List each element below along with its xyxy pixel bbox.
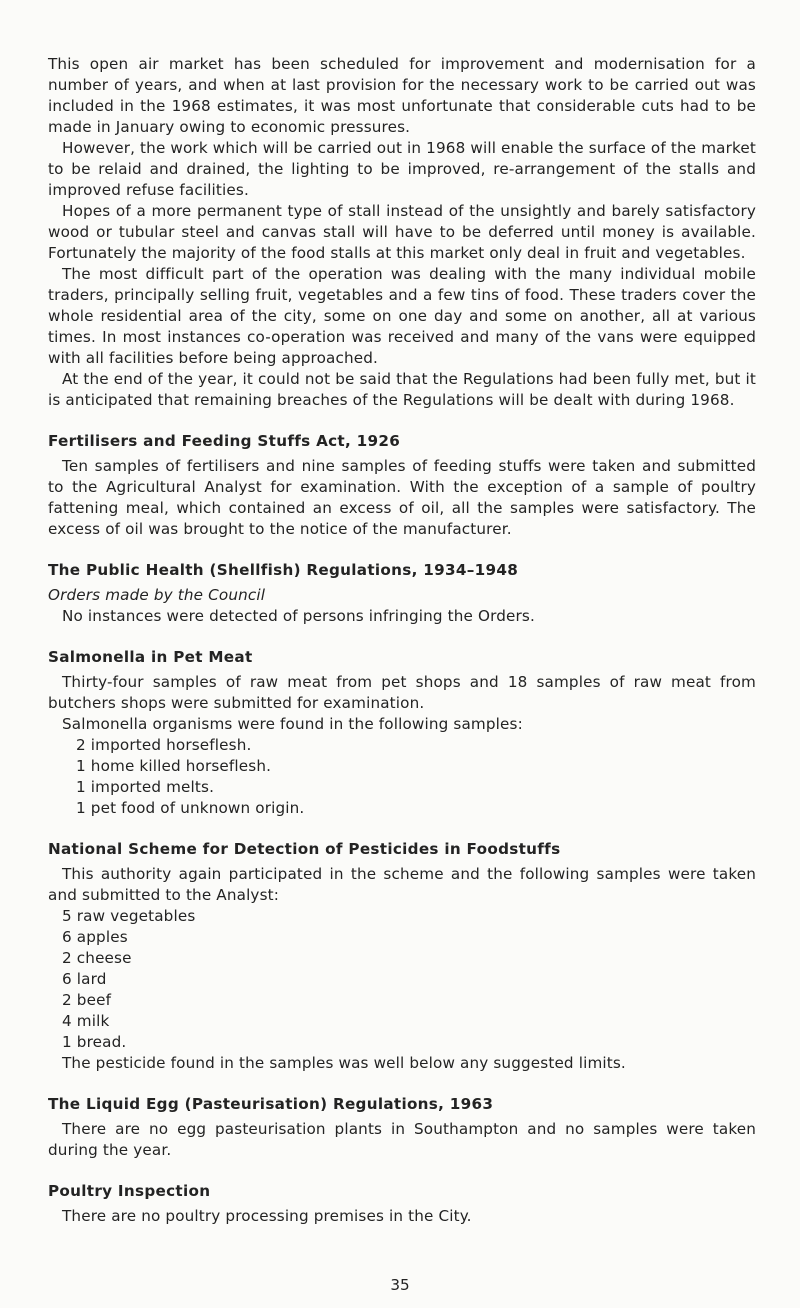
pesticides-heading: National Scheme for Detection of Pesticides in Foodstuffs (48, 840, 561, 858)
salmonella-list-item: 1 imported melts. (76, 778, 215, 796)
market-paragraph-5: At the end of the year, it could not be said that the Regulations had been fully met, but it is anticipated that remaining breaches of the Regulations will be dealt with during 1968. (48, 370, 756, 409)
salmonella-section (48, 647, 756, 819)
liquid-egg-section (48, 1094, 756, 1161)
pesticides-list-item: 2 cheese (62, 949, 132, 967)
shellfish-section (48, 560, 756, 627)
pesticides-list-item: 4 milk (62, 1012, 110, 1030)
salmonella-heading: Salmonella in Pet Meat (48, 648, 253, 666)
liquid-egg-paragraph: There are no egg pasteurisation plants in Southampton and no samples were taken during the year. (48, 1120, 756, 1159)
document-page (48, 54, 756, 1227)
salmonella-list-item: 1 pet food of unknown origin. (76, 799, 305, 817)
market-section (48, 54, 756, 411)
pesticides-paragraph-2: The pesticide found in the samples was well below any suggested limits. (62, 1054, 626, 1072)
salmonella-list-item: 2 imported horseflesh. (76, 736, 252, 754)
salmonella-paragraph-1: Thirty-four samples of raw meat from pet shops and 18 samples of raw meat from butchers shops were submitted for examination. (48, 673, 756, 712)
market-paragraph-3: Hopes of a more permanent type of stall instead of the unsightly and barely satisfactory wood or tubular steel and canvas stall will have to be deferred until money is available. Fortunately the majority of the food stalls at this market only deal in fruit and vegetables. (48, 202, 756, 262)
liquid-egg-heading: The Liquid Egg (Pasteurisation) Regulations, 1963 (48, 1095, 494, 1113)
pesticides-list-item: 2 beef (62, 991, 112, 1009)
pesticides-list-item: 5 raw vegetables (62, 907, 196, 925)
market-paragraph-2: However, the work which will be carried out in 1968 will enable the surface of the market to be relaid and drained, the lighting to be improved, re-arrangement of the stalls and improved refuse facilities. (48, 139, 756, 199)
pesticides-list-item: 6 lard (62, 970, 107, 988)
salmonella-list-item: 1 home killed horseflesh. (76, 757, 272, 775)
fertilisers-paragraph: Ten samples of fertilisers and nine samples of feeding stuffs were taken and submitted to the Agricultural Analyst for examination. With the exception of a sample of poultry fattening meal, which contained an excess of oil, all the samples were satisfactory. The excess of oil was brought to the notice of the manufacturer. (48, 457, 756, 538)
poultry-heading: Poultry Inspection (48, 1182, 211, 1200)
poultry-section (48, 1181, 756, 1227)
pesticides-paragraph-1: This authority again participated in the scheme and the following samples were taken and submitted to the Analyst: (48, 865, 756, 904)
pesticides-list-item: 6 apples (62, 928, 128, 946)
market-paragraph-4: The most difficult part of the operation was dealing with the many individual mobile traders, principally selling fruit, vegetables and a few tins of food. These traders cover the whole residential area of the city, some on one day and some on another, all at various times. In most instances co-operation was received and many of the vans were equipped with all facilities before being approached. (48, 265, 756, 367)
poultry-paragraph: There are no poultry processing premises in the City. (62, 1207, 472, 1225)
pesticides-list-item: 1 bread. (62, 1033, 127, 1051)
shellfish-heading: The Public Health (Shellfish) Regulations, 1934–1948 (48, 561, 519, 579)
shellfish-subheading: Orders made by the Council (48, 586, 266, 604)
salmonella-paragraph-2: Salmonella organisms were found in the following samples: (62, 715, 523, 733)
fertilisers-section (48, 431, 756, 540)
page-number: 35 (390, 1276, 410, 1294)
fertilisers-heading: Fertilisers and Feeding Stuffs Act, 1926 (48, 432, 401, 450)
pesticides-section (48, 839, 756, 1074)
market-paragraph-1: This open air market has been scheduled for improvement and modernisation for a number of years, and when at last provision for the necessary work to be carried out was included in the 1968 estimates, it was most unfortunate that considerable cuts had to be made in January owing to economic pressures. (48, 55, 756, 136)
shellfish-paragraph: No instances were detected of persons infringing the Orders. (62, 607, 535, 625)
